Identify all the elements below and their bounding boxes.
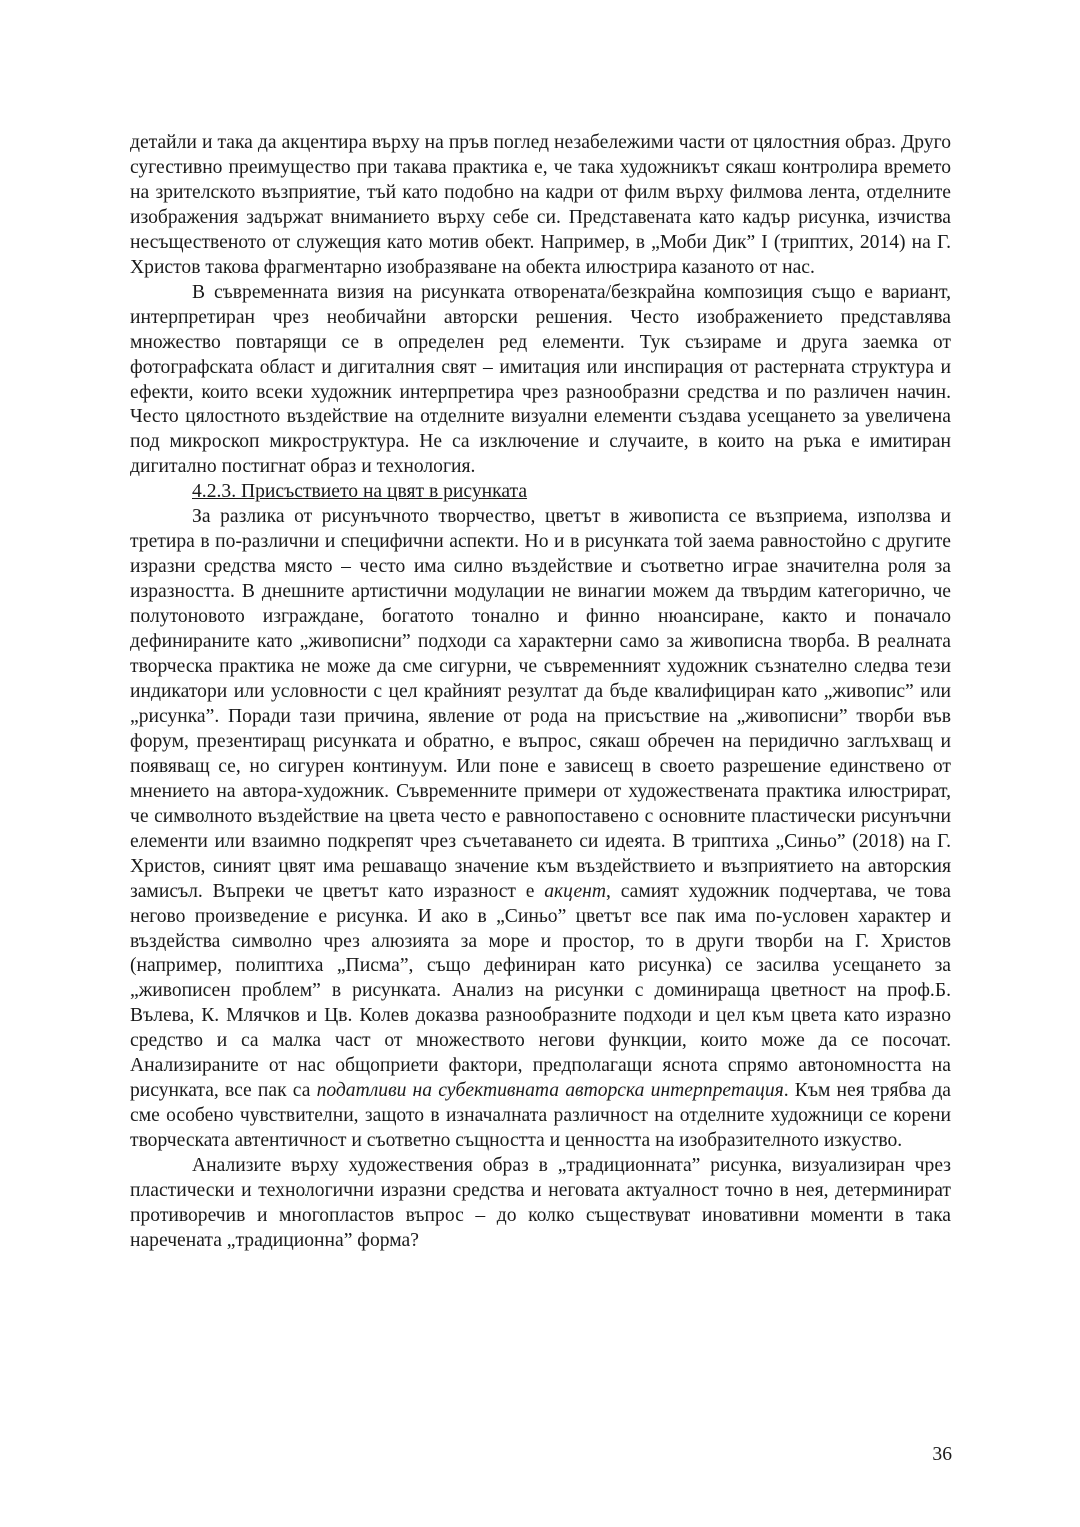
text-segment: За разлика от рисунъчното творчество, цветът в живописта се възприема, използва и третира в по-различни и специфични аспекти. Но и в рисунката той заема равностойно с другите изразни средства място – често има силно въздействие и съответно играе значителна роля за изразността. В днешните артистични модулации не винагии можем да твърдим категорично, че полутоновото изграждане, богатото тонално и финно нюансиране, както и поначало дефинираните като „живописни” подходи са характерни само за живописна творба. В реалната творческа практика не може да сме сигурни, че съвременният художник съзнателно следва тези индикатори или условности с цел крайният резултат да бъде квалифициран като „живопис” или „рисунка”. Поради тази причина, явление от рода на присъствие на „живописни” творби във форум, презентиращ рисунката и обратно, е въпрос, сякаш обречен на перидично заглъхващ и появяващ се, но сигурен континуум. Или поне е зависещ в своето разрешение единствено от мнението на автора-художник. Съвременните примери от художествената практика илюстрират, че символното въздействие на цвета често е равнопоставено с основните пластически рисунъчни елементи или взаимно подкрепят чрез съчетаването си идеята. В триптиха „Синьо” (2018) на Г. Христов, синият цвят има решаващо значение към въздействието и възприятието на авторския замисъл. Въпреки че цветът като изразност е <box>130 506 951 902</box>
page-number: 36 <box>932 1444 952 1465</box>
body-paragraph <box>130 505 951 1154</box>
italic-text-segment: акцент <box>544 880 607 902</box>
text-segment: . Към нея трябва да сме особено чувствителни, защото в изначалната различност на отделните художници се корени творческата автентичност и съответно същността и ценността на изобразителното изкуство. <box>130 1080 951 1152</box>
page-body <box>130 131 951 1254</box>
section-heading <box>130 480 951 505</box>
italic-text-segment: податливи на субективната авторска интерпретация <box>316 1080 784 1102</box>
text-segment: детайли и така да акцентира върху на пръв поглед незабележими части от цялостния образ. Друго сугестивно преимущество при такава практика е, че така художникът сякаш контролира времето на зрителското възприятие, тъй като подобно на кадри от филм върху филмова лента, отделните изображения задържат вниманието върху себе си. Представената като кадър рисунка, изчиства несъщественото от служещия като мотив обект. Например, в „Моби Дик” I (триптих, 2014) на Г. Христов такова фрагментарно изобразяване на обекта илюстрира казаното от нас. <box>130 132 951 278</box>
text-segment: , самият художник подчертава, че това негово произведение е рисунка. И ако в „Синьо” цветът все пак има по-условен характер и въздейства символно чрез алюзията за море и простор, то в други творби на Г. Христов (например, полиптиха „Писма”, също дефиниран като рисунка) се засилва усещането за „живописен проблем” в рисунката. Анализ на рисунки с доминираща цветност на проф.Б. Вълева, К. Млячков и Цв. Колев доказва разнообразните подходи и цел към цвета като изразно средство и са малка част от множеството негови функции, които може да се посочат. Анализираните от нас общоприети фактори, предполагащи яснота спрямо автономността на рисунката, все пак са <box>130 880 951 1102</box>
text-segment: Анализите върху художествения образ в „традиционната” рисунка, визуализиран чрез пластически и технологични изразни средства и неговата актуалност точно в нея, детерминират противоречив и многопластов въпрос – до колко съществуват иновативни моменти в така наречената „традиционна” форма? <box>130 1155 951 1251</box>
body-paragraph <box>130 1154 951 1254</box>
text-segment: 4.2.3. Присъствието на цвят в рисунката <box>192 481 528 503</box>
body-paragraph <box>130 131 951 281</box>
text-segment: В съвременната визия на рисунката отворената/безкрайна композиция също е вариант, интерпретиран чрез необичайни авторски решения. Често изображението представлява множество повтарящи се в определен ред елементи. Тук съзираме и друга заемка от фотографската област и дигиталния свят – имитация или инспирация от растерната структура и ефекти, които всеки художник интерпретира чрез разнообразни средства и по различен начин. Често цялостното въздействие на отделните визуални елементи създава усещането за увеличена под микроскоп микроструктура. Не са изключение и случаите, в които на ръка е имитиран дигитално постигнат образ и технология. <box>130 281 951 478</box>
body-paragraph <box>130 281 951 481</box>
